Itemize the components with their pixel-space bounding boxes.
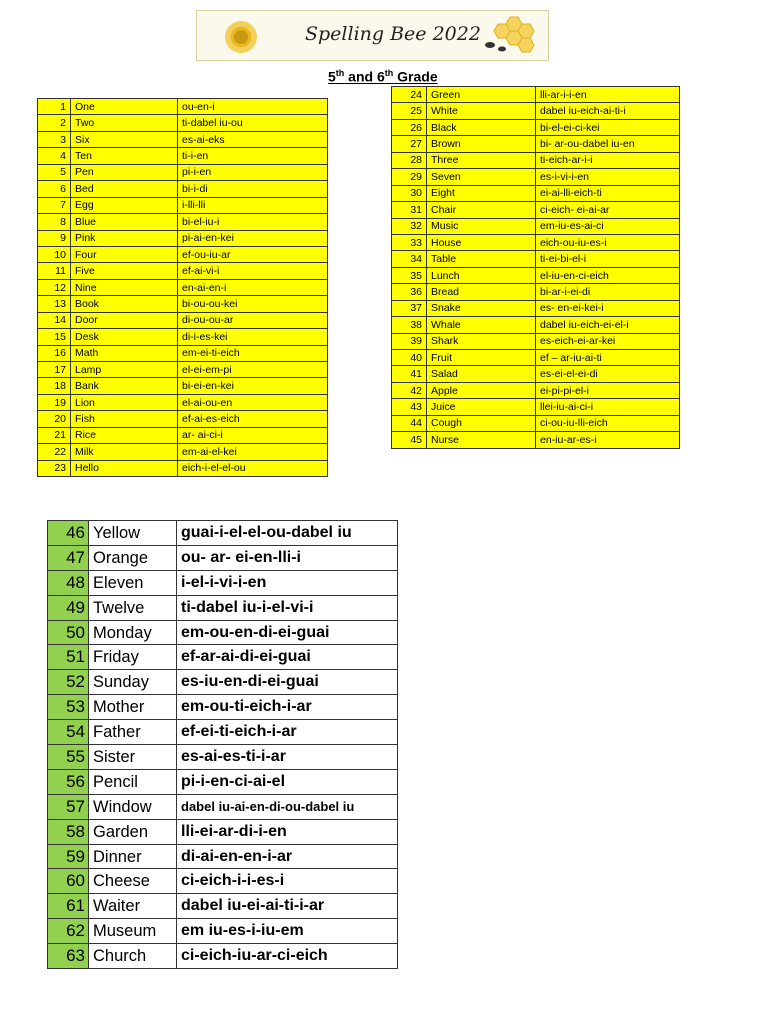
word: Lamp [71, 362, 178, 378]
word: House [427, 234, 536, 250]
word-number: 21 [38, 427, 71, 443]
table-row [48, 545, 398, 570]
word-spelling: em-ei-ti-eich [178, 345, 328, 361]
word-number: 23 [38, 460, 71, 476]
word-number: 15 [38, 329, 71, 345]
word-spelling: pi-i-en-ci-ai-el [177, 769, 398, 794]
word: Dinner [89, 844, 177, 869]
word-number: 48 [48, 570, 89, 595]
table-row [392, 87, 680, 103]
word-spelling: es-iu-en-di-ei-guai [177, 670, 398, 695]
table-row [48, 919, 398, 944]
word: Rice [71, 427, 178, 443]
table-row [392, 284, 680, 300]
word: Friday [89, 645, 177, 670]
word-spelling: guai-i-el-el-ou-dabel iu [177, 521, 398, 546]
word-number: 34 [392, 251, 427, 267]
table-row [38, 148, 328, 164]
word: Music [427, 218, 536, 234]
word-spelling: es-eich-ei-ar-kei [536, 333, 680, 349]
word-spelling: pi-ai-en-kei [178, 230, 328, 246]
word: Bank [71, 378, 178, 394]
word-number: 47 [48, 545, 89, 570]
table-row [38, 214, 328, 230]
table-row [392, 251, 680, 267]
word-number: 18 [38, 378, 71, 394]
table-row [392, 136, 680, 152]
table-row [48, 794, 398, 819]
word-spelling: ei-ai-lli-eich-ti [536, 185, 680, 201]
word-spelling: es- en-ei-kei-i [536, 300, 680, 316]
word-spelling: ci-eich-iu-ar-ci-eich [177, 944, 398, 969]
word-number: 41 [392, 366, 427, 382]
word: Bed [71, 181, 178, 197]
word: Egg [71, 197, 178, 213]
table-row [48, 670, 398, 695]
word-spelling: ei-pi-pi-el-i [536, 382, 680, 398]
table-row [392, 234, 680, 250]
word-number: 5 [38, 164, 71, 180]
table-row [392, 317, 680, 333]
word: Green [427, 87, 536, 103]
word: Snake [427, 300, 536, 316]
word-number: 12 [38, 279, 71, 295]
word-spelling: dabel iu-ei-ai-ti-i-ar [177, 894, 398, 919]
word-number: 46 [48, 521, 89, 546]
word-number: 25 [392, 103, 427, 119]
word: Whale [427, 317, 536, 333]
word-number: 63 [48, 944, 89, 969]
table-row [392, 399, 680, 415]
word: Math [71, 345, 178, 361]
word: Garden [89, 819, 177, 844]
word-spelling: dabel iu-ai-en-di-ou-dabel iu [177, 794, 398, 819]
word-number: 20 [38, 411, 71, 427]
word: Cheese [89, 869, 177, 894]
word: Apple [427, 382, 536, 398]
table-row [38, 246, 328, 262]
word: Brown [427, 136, 536, 152]
word-spelling: es-i-vi-i-en [536, 169, 680, 185]
table-row [38, 362, 328, 378]
table-row [48, 620, 398, 645]
word-spelling: ef-ai-es-eich [178, 411, 328, 427]
table-row [38, 329, 328, 345]
word: Seven [427, 169, 536, 185]
word-number: 13 [38, 296, 71, 312]
table-row [38, 164, 328, 180]
word-spelling: ci-ou-iu-lli-eich [536, 415, 680, 431]
table-row [38, 181, 328, 197]
table-row [38, 345, 328, 361]
word-spelling: ci-eich-i-i-es-i [177, 869, 398, 894]
word-spelling: em-ai-el-kei [178, 444, 328, 460]
table-row [38, 263, 328, 279]
table-row [392, 415, 680, 431]
table-row [38, 378, 328, 394]
word-spelling: ef-ai-vi-i [178, 263, 328, 279]
word-number: 44 [392, 415, 427, 431]
honeycomb-icon [480, 15, 542, 57]
word-number: 51 [48, 645, 89, 670]
word: Black [427, 119, 536, 135]
word-number: 7 [38, 197, 71, 213]
table-row [38, 460, 328, 476]
word-spelling: bi-i-di [178, 181, 328, 197]
table-row [48, 595, 398, 620]
word: Orange [89, 545, 177, 570]
word-table-green [47, 520, 398, 969]
word-spelling: em iu-es-i-iu-em [177, 919, 398, 944]
word-spelling: eich-i-el-el-ou [178, 460, 328, 476]
word-number: 19 [38, 394, 71, 410]
word-number: 29 [392, 169, 427, 185]
table-row [48, 521, 398, 546]
word-spelling: em-iu-es-ai-ci [536, 218, 680, 234]
word-spelling: ou-en-i [178, 99, 328, 115]
word: Book [71, 296, 178, 312]
word-spelling: bi-ou-ou-kei [178, 296, 328, 312]
word-number: 52 [48, 670, 89, 695]
word-number: 24 [392, 87, 427, 103]
word-spelling: ef-ou-iu-ar [178, 246, 328, 262]
word-spelling: en-ai-en-i [178, 279, 328, 295]
table-row [48, 844, 398, 869]
word-spelling: bi-el-ei-ci-kei [536, 119, 680, 135]
word-number: 61 [48, 894, 89, 919]
word-spelling: ef-ar-ai-di-ei-guai [177, 645, 398, 670]
word: Museum [89, 919, 177, 944]
word: Six [71, 131, 178, 147]
word-spelling: ar- ai-ci-i [178, 427, 328, 443]
word-spelling: ef-ei-ti-eich-i-ar [177, 720, 398, 745]
word: Milk [71, 444, 178, 460]
word-spelling: el-ai-ou-en [178, 394, 328, 410]
table-row [38, 427, 328, 443]
word-number: 55 [48, 745, 89, 770]
word: Two [71, 115, 178, 131]
word-spelling: i-el-i-vi-i-en [177, 570, 398, 595]
word-number: 3 [38, 131, 71, 147]
table-row [48, 645, 398, 670]
word-spelling: ou- ar- ei-en-lli-i [177, 545, 398, 570]
word-number: 17 [38, 362, 71, 378]
word-spelling: bi- ar-ou-dabel iu-en [536, 136, 680, 152]
word-spelling: bi-ar-i-ei-di [536, 284, 680, 300]
word: Twelve [89, 595, 177, 620]
word: Three [427, 152, 536, 168]
word-number: 54 [48, 720, 89, 745]
word-spelling: i-lli-lli [178, 197, 328, 213]
table-row [48, 869, 398, 894]
word: One [71, 99, 178, 115]
word-spelling: ci-eich- ei-ai-ar [536, 202, 680, 218]
word: Cough [427, 415, 536, 431]
table-row [38, 411, 328, 427]
word-number: 2 [38, 115, 71, 131]
word-number: 38 [392, 317, 427, 333]
table-row [392, 202, 680, 218]
word-number: 11 [38, 263, 71, 279]
word-number: 33 [392, 234, 427, 250]
word: Five [71, 263, 178, 279]
word-number: 26 [392, 119, 427, 135]
word-number: 56 [48, 769, 89, 794]
grade-title: 5th and 6th Grade [328, 68, 438, 85]
word-number: 4 [38, 148, 71, 164]
word-number: 6 [38, 181, 71, 197]
word: Blue [71, 214, 178, 230]
table-row [48, 944, 398, 969]
word-number: 59 [48, 844, 89, 869]
word: Window [89, 794, 177, 819]
word-spelling: lli-ar-i-i-en [536, 87, 680, 103]
word-number: 53 [48, 695, 89, 720]
word-spelling: ti-ei-bi-el-i [536, 251, 680, 267]
word: Door [71, 312, 178, 328]
word-number: 22 [38, 444, 71, 460]
table-row [392, 119, 680, 135]
word-number: 39 [392, 333, 427, 349]
word-table-left [37, 98, 328, 477]
word-number: 45 [392, 432, 427, 448]
word-number: 36 [392, 284, 427, 300]
word-number: 32 [392, 218, 427, 234]
table-row [48, 695, 398, 720]
word-number: 28 [392, 152, 427, 168]
word-number: 31 [392, 202, 427, 218]
table-row [392, 382, 680, 398]
table-row [38, 197, 328, 213]
word-spelling: dabel iu-eich-ai-ti-i [536, 103, 680, 119]
table-row [48, 570, 398, 595]
table-row [392, 432, 680, 448]
word-number: 49 [48, 595, 89, 620]
word: Pencil [89, 769, 177, 794]
word: Nine [71, 279, 178, 295]
word-number: 60 [48, 869, 89, 894]
word: Salad [427, 366, 536, 382]
word-spelling: es-ai-eks [178, 131, 328, 147]
word-number: 43 [392, 399, 427, 415]
table-row [392, 218, 680, 234]
table-row [392, 300, 680, 316]
word-spelling: el-ei-em-pi [178, 362, 328, 378]
word-number: 9 [38, 230, 71, 246]
table-row [38, 230, 328, 246]
word: Mother [89, 695, 177, 720]
word-spelling: el-iu-en-ci-eich [536, 267, 680, 283]
table-row [38, 394, 328, 410]
word: Monday [89, 620, 177, 645]
table-row [392, 152, 680, 168]
table-row [38, 99, 328, 115]
bee-logo-icon [223, 19, 259, 55]
word: Ten [71, 148, 178, 164]
word-spelling: bi-el-iu-i [178, 214, 328, 230]
word-spelling: em-ou-ti-eich-i-ar [177, 695, 398, 720]
table-row [38, 131, 328, 147]
word-number: 16 [38, 345, 71, 361]
word: Bread [427, 284, 536, 300]
table-row [392, 267, 680, 283]
word: Juice [427, 399, 536, 415]
word: Table [427, 251, 536, 267]
word: Chair [427, 202, 536, 218]
word-spelling: eich-ou-iu-es-i [536, 234, 680, 250]
word: Nurse [427, 432, 536, 448]
word-number: 42 [392, 382, 427, 398]
word: Church [89, 944, 177, 969]
word: Lion [71, 394, 178, 410]
word-spelling: es-ei-el-ei-di [536, 366, 680, 382]
word: Hello [71, 460, 178, 476]
table-row [392, 169, 680, 185]
word-number: 10 [38, 246, 71, 262]
word: Pen [71, 164, 178, 180]
word-spelling: ti-dabel iu-i-el-vi-i [177, 595, 398, 620]
word-spelling: di-ou-ou-ar [178, 312, 328, 328]
word-number: 8 [38, 214, 71, 230]
word: Waiter [89, 894, 177, 919]
word-number: 14 [38, 312, 71, 328]
word-number: 30 [392, 185, 427, 201]
word: Fruit [427, 350, 536, 366]
word-spelling: di-ai-en-en-i-ar [177, 844, 398, 869]
word-number: 37 [392, 300, 427, 316]
table-row [48, 819, 398, 844]
word-spelling: ef – ar-iu-ai-ti [536, 350, 680, 366]
word: Father [89, 720, 177, 745]
table-row [38, 279, 328, 295]
word: Eleven [89, 570, 177, 595]
table-row [48, 720, 398, 745]
banner [196, 10, 549, 61]
word: Shark [427, 333, 536, 349]
word: Sister [89, 745, 177, 770]
word: White [427, 103, 536, 119]
word-spelling: em-ou-en-di-ei-guai [177, 620, 398, 645]
word-spelling: lli-ei-ar-di-i-en [177, 819, 398, 844]
word: Four [71, 246, 178, 262]
word-number: 50 [48, 620, 89, 645]
table-row [48, 769, 398, 794]
word: Lunch [427, 267, 536, 283]
word: Pink [71, 230, 178, 246]
word-number: 1 [38, 99, 71, 115]
word-spelling: llei-iu-ai-ci-i [536, 399, 680, 415]
word-number: 27 [392, 136, 427, 152]
table-row [38, 312, 328, 328]
table-row [38, 444, 328, 460]
table-row [38, 296, 328, 312]
word-spelling: pi-i-en [178, 164, 328, 180]
word: Eight [427, 185, 536, 201]
word-spelling: ti-dabel iu-ou [178, 115, 328, 131]
word-number: 57 [48, 794, 89, 819]
word-number: 35 [392, 267, 427, 283]
word-spelling: bi-ei-en-kei [178, 378, 328, 394]
word-number: 58 [48, 819, 89, 844]
word: Fish [71, 411, 178, 427]
word-spelling: en-iu-ar-es-i [536, 432, 680, 448]
table-row [392, 103, 680, 119]
table-row [38, 115, 328, 131]
table-row [48, 894, 398, 919]
word-spelling: es-ai-es-ti-i-ar [177, 745, 398, 770]
word: Yellow [89, 521, 177, 546]
word-table-right [391, 86, 680, 449]
table-row [392, 366, 680, 382]
word-spelling: dabel iu-eich-ei-el-i [536, 317, 680, 333]
word: Desk [71, 329, 178, 345]
table-row [392, 350, 680, 366]
banner-title: Spelling Bee 2022 [305, 23, 481, 45]
word-number: 62 [48, 919, 89, 944]
word-spelling: ti-i-en [178, 148, 328, 164]
word: Sunday [89, 670, 177, 695]
table-row [392, 333, 680, 349]
table-row [48, 745, 398, 770]
word-number: 40 [392, 350, 427, 366]
table-row [392, 185, 680, 201]
word-spelling: ti-eich-ar-i-i [536, 152, 680, 168]
word-spelling: di-i-es-kei [178, 329, 328, 345]
